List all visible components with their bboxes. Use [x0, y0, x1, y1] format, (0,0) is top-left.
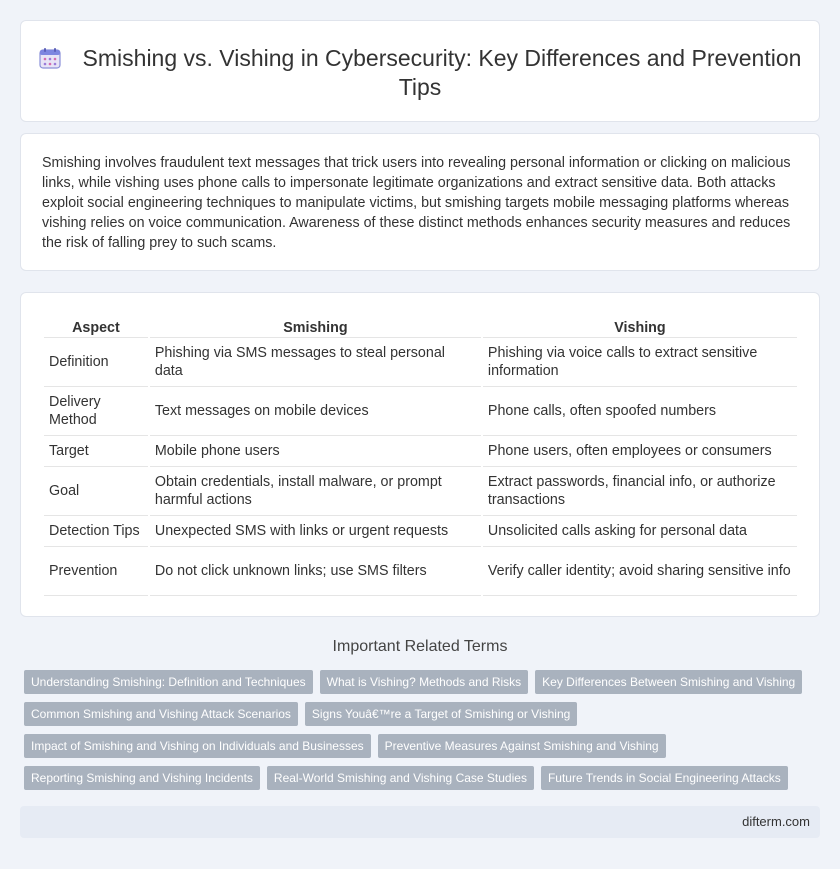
table-cell: Detection Tips — [44, 516, 148, 547]
table-cell: Phone users, often employees or consumers — [483, 436, 797, 467]
table-cell: Obtain credentials, install malware, or prompt harmful actions — [150, 467, 481, 516]
table-cell: Target — [44, 436, 148, 467]
table-header-smishing: Smishing — [150, 314, 481, 338]
calendar-icon — [39, 47, 61, 69]
footer — [20, 806, 820, 838]
page-title-text: Smishing vs. Vishing in Cybersecurity: Key Differences and Prevention Tips — [82, 45, 802, 100]
page-title — [21, 44, 819, 102]
table-header-aspect: Aspect — [44, 314, 148, 338]
table-cell: Do not click unknown links; use SMS filters — [150, 547, 481, 596]
related-terms-list — [24, 670, 824, 798]
related-terms-heading: Important Related Terms — [332, 638, 508, 655]
related-term-tag[interactable]: Signs Youâ€™re a Target of Smishing or Vishing — [305, 702, 577, 726]
table-cell: Unsolicited calls asking for personal data — [483, 516, 797, 547]
table-header-vishing: Vishing — [483, 314, 797, 338]
related-term-tag[interactable]: What is Vishing? Methods and Risks — [320, 670, 529, 694]
intro-paragraph: Smishing involves fraudulent text messages that trick users into revealing personal information or clicking on malicious links, while vishing uses phone calls to impersonate legitimate organizations and extract sensitive data. Both attacks exploit social engineering techniques to manipulate victims, but smishing targets mobile messaging platforms whereas vishing relies on voice communication. Awareness of these distinct methods enhances security measures and reduces the risk of falling prey to such scams. — [42, 155, 791, 251]
related-term-tag[interactable]: Impact of Smishing and Vishing on Individuals and Businesses — [24, 734, 371, 758]
related-term-tag[interactable]: Real-World Smishing and Vishing Case Studies — [267, 766, 534, 790]
table-cell: Phishing via voice calls to extract sensitive information — [483, 338, 797, 387]
table-cell: Mobile phone users — [150, 436, 481, 467]
related-term-tag[interactable]: Reporting Smishing and Vishing Incidents — [24, 766, 260, 790]
footer-site-link[interactable]: difterm.com — [742, 814, 810, 829]
table-row — [44, 338, 797, 387]
intro-card — [20, 133, 820, 271]
related-term-tag[interactable]: Key Differences Between Smishing and Vishing — [535, 670, 802, 694]
related-term-tag[interactable]: Preventive Measures Against Smishing and Vishing — [378, 734, 666, 758]
table-cell: Text messages on mobile devices — [150, 387, 481, 436]
table-cell: Extract passwords, financial info, or authorize transactions — [483, 467, 797, 516]
table-cell: Delivery Method — [44, 387, 148, 436]
table-cell: Definition — [44, 338, 148, 387]
table-cell: Unexpected SMS with links or urgent requests — [150, 516, 481, 547]
table-cell: Phone calls, often spoofed numbers — [483, 387, 797, 436]
table-row — [44, 467, 797, 516]
comparison-card — [20, 292, 820, 617]
title-card — [20, 20, 820, 122]
comparison-table — [42, 314, 799, 596]
table-cell: Goal — [44, 467, 148, 516]
table-row — [44, 436, 797, 467]
related-term-tag[interactable]: Future Trends in Social Engineering Attacks — [541, 766, 788, 790]
table-row — [44, 516, 797, 547]
table-row — [44, 387, 797, 436]
table-row — [44, 547, 797, 596]
table-cell: Phishing via SMS messages to steal personal data — [150, 338, 481, 387]
table-cell: Prevention — [44, 547, 148, 596]
related-term-tag[interactable]: Understanding Smishing: Definition and Techniques — [24, 670, 313, 694]
table-cell: Verify caller identity; avoid sharing sensitive info — [483, 547, 797, 596]
related-term-tag[interactable]: Common Smishing and Vishing Attack Scenarios — [24, 702, 298, 726]
